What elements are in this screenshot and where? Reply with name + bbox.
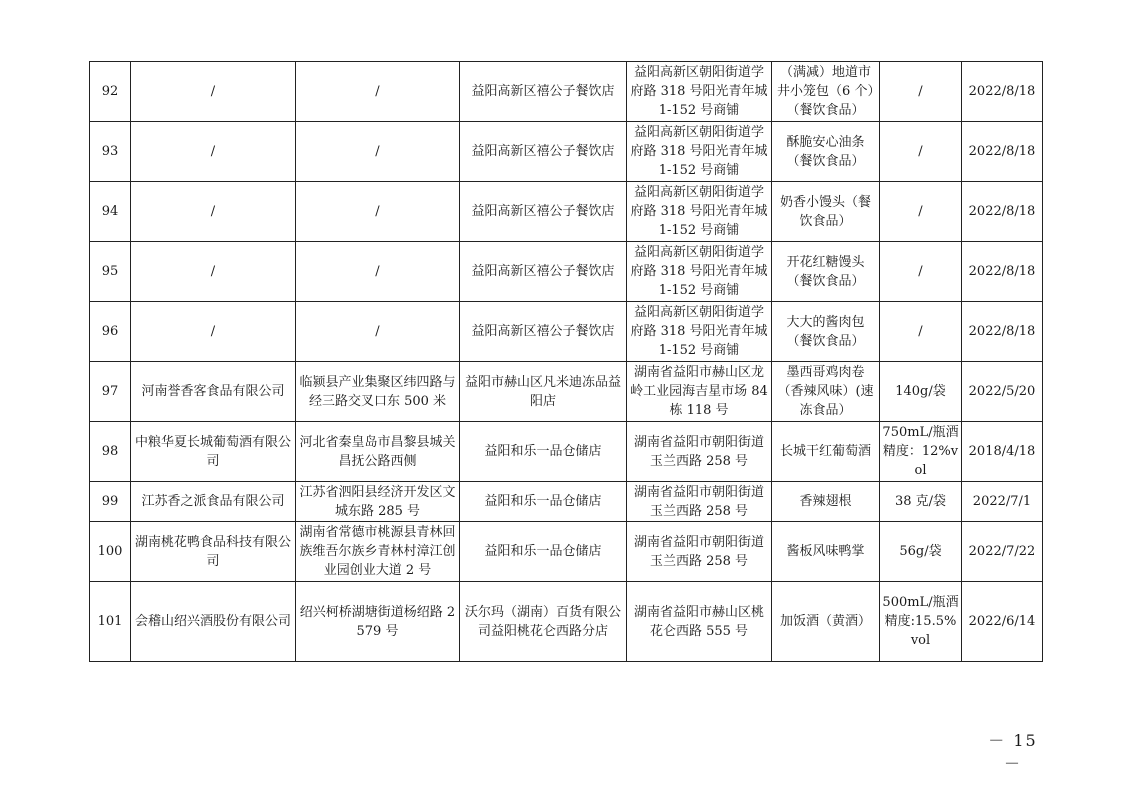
manufacturer-cell: 中粮华夏长城葡萄酒有限公司 xyxy=(131,422,296,482)
manufacturer-cell: 会稽山绍兴酒股份有限公司 xyxy=(131,582,296,662)
sampled-unit-cell: 益阳和乐一品仓储店 xyxy=(460,522,627,582)
product-name-cell: 香辣翅根 xyxy=(772,482,880,522)
specification-cell: / xyxy=(880,182,962,242)
product-name-cell: 酥脆安心油条（餐饮食品） xyxy=(772,122,880,182)
sampled-unit-cell: 益阳市赫山区凡米迪冻品益阳店 xyxy=(460,362,627,422)
manufacturer-cell: / xyxy=(131,242,296,302)
production-date-cell: 2022/8/18 xyxy=(962,62,1043,122)
specification-cell: 500mL/瓶酒精度:15.5%vol xyxy=(880,582,962,662)
table-row xyxy=(90,122,1043,182)
product-name-cell: 奶香小馒头（餐饮食品） xyxy=(772,182,880,242)
specification-cell: / xyxy=(880,242,962,302)
manufacturer-cell: / xyxy=(131,122,296,182)
sampled-address-cell: 益阳高新区朝阳街道学府路 318 号阳光青年城 1-152 号商铺 xyxy=(627,62,772,122)
production-date-cell: 2022/8/18 xyxy=(962,182,1043,242)
manufacturer-address-cell: / xyxy=(296,62,460,122)
sampled-address-cell: 湖南省益阳市赫山区桃花仑西路 555 号 xyxy=(627,582,772,662)
table-body xyxy=(90,62,1043,662)
production-date-cell: 2022/8/18 xyxy=(962,302,1043,362)
sampled-unit-cell: 益阳高新区禧公子餐饮店 xyxy=(460,302,627,362)
sampled-address-cell: 益阳高新区朝阳街道学府路 318 号阳光青年城 1-152 号商铺 xyxy=(627,302,772,362)
manufacturer-address-cell: 临颍县产业集聚区纬四路与经三路交叉口东 500 米 xyxy=(296,362,460,422)
production-date-cell: 2022/8/18 xyxy=(962,242,1043,302)
row-number-cell: 97 xyxy=(90,362,131,422)
specification-cell: / xyxy=(880,122,962,182)
row-number-cell: 95 xyxy=(90,242,131,302)
table-row xyxy=(90,482,1043,522)
product-name-cell: 加饭酒（黄酒） xyxy=(772,582,880,662)
sampled-unit-cell: 益阳和乐一品仓储店 xyxy=(460,422,627,482)
production-date-cell: 2022/5/20 xyxy=(962,362,1043,422)
production-date-cell: 2022/7/22 xyxy=(962,522,1043,582)
row-number-cell: 92 xyxy=(90,62,131,122)
sampled-unit-cell: 益阳高新区禧公子餐饮店 xyxy=(460,182,627,242)
production-date-cell: 2022/6/14 xyxy=(962,582,1043,662)
manufacturer-address-cell: 绍兴柯桥湖塘街道杨绍路 2579 号 xyxy=(296,582,460,662)
specification-cell: 56g/袋 xyxy=(880,522,962,582)
manufacturer-cell: / xyxy=(131,62,296,122)
product-name-cell: 大大的酱肉包（餐饮食品） xyxy=(772,302,880,362)
table-row xyxy=(90,582,1043,662)
sampled-unit-cell: 沃尔玛（湖南）百货有限公司益阳桃花仑西路分店 xyxy=(460,582,627,662)
manufacturer-cell: / xyxy=(131,302,296,362)
table-row xyxy=(90,62,1043,122)
manufacturer-address-cell: 湖南省常德市桃源县青林回族维吾尔族乡青林村漳江创业园创业大道 2 号 xyxy=(296,522,460,582)
row-number-cell: 98 xyxy=(90,422,131,482)
manufacturer-address-cell: / xyxy=(296,182,460,242)
manufacturer-cell: / xyxy=(131,182,296,242)
table-row xyxy=(90,522,1043,582)
row-number-cell: 94 xyxy=(90,182,131,242)
manufacturer-address-cell: 江苏省泗阳县经济开发区文城东路 285 号 xyxy=(296,482,460,522)
product-name-cell: 酱板风味鸭掌 xyxy=(772,522,880,582)
product-name-cell: 墨西哥鸡肉卷（香辣风味）(速冻食品） xyxy=(772,362,880,422)
sampled-address-cell: 益阳高新区朝阳街道学府路 318 号阳光青年城 1-152 号商铺 xyxy=(627,182,772,242)
product-name-cell: （满减）地道市井小笼包（6 个）（餐饮食品） xyxy=(772,62,880,122)
table-row xyxy=(90,422,1043,482)
specification-cell: 140g/袋 xyxy=(880,362,962,422)
sampled-unit-cell: 益阳高新区禧公子餐饮店 xyxy=(460,242,627,302)
manufacturer-cell: 湖南桃花鸭食品科技有限公司 xyxy=(131,522,296,582)
table-row xyxy=(90,362,1043,422)
manufacturer-address-cell: / xyxy=(296,242,460,302)
specification-cell: 38 克/袋 xyxy=(880,482,962,522)
specification-cell: / xyxy=(880,62,962,122)
sampling-records-table xyxy=(89,61,1043,662)
page-number: － 15 － xyxy=(988,731,1038,773)
row-number-cell: 99 xyxy=(90,482,131,522)
sampled-address-cell: 湖南省益阳市朝阳街道玉兰西路 258 号 xyxy=(627,422,772,482)
row-number-cell: 100 xyxy=(90,522,131,582)
product-name-cell: 开花红糖馒头（餐饮食品） xyxy=(772,242,880,302)
row-number-cell: 93 xyxy=(90,122,131,182)
manufacturer-cell: 河南誉香客食品有限公司 xyxy=(131,362,296,422)
table-row xyxy=(90,182,1043,242)
row-number-cell: 101 xyxy=(90,582,131,662)
sampled-address-cell: 益阳高新区朝阳街道学府路 318 号阳光青年城 1-152 号商铺 xyxy=(627,242,772,302)
sampled-address-cell: 湖南省益阳市赫山区龙岭工业园海吉星市场 84 栋 118 号 xyxy=(627,362,772,422)
manufacturer-address-cell: 河北省秦皇岛市昌黎县城关昌抚公路西侧 xyxy=(296,422,460,482)
manufacturer-cell: 江苏香之派食品有限公司 xyxy=(131,482,296,522)
table-row xyxy=(90,302,1043,362)
sampled-address-cell: 湖南省益阳市朝阳街道玉兰西路 258 号 xyxy=(627,522,772,582)
sampled-address-cell: 湖南省益阳市朝阳街道玉兰西路 258 号 xyxy=(627,482,772,522)
sampled-unit-cell: 益阳和乐一品仓储店 xyxy=(460,482,627,522)
production-date-cell: 2022/8/18 xyxy=(962,122,1043,182)
specification-cell: 750mL/瓶酒精度：12%vol xyxy=(880,422,962,482)
table-row xyxy=(90,242,1043,302)
manufacturer-address-cell: / xyxy=(296,122,460,182)
manufacturer-address-cell: / xyxy=(296,302,460,362)
specification-cell: / xyxy=(880,302,962,362)
row-number-cell: 96 xyxy=(90,302,131,362)
sampled-unit-cell: 益阳高新区禧公子餐饮店 xyxy=(460,62,627,122)
sampled-address-cell: 益阳高新区朝阳街道学府路 318 号阳光青年城 1-152 号商铺 xyxy=(627,122,772,182)
product-name-cell: 长城干红葡萄酒 xyxy=(772,422,880,482)
production-date-cell: 2022/7/1 xyxy=(962,482,1043,522)
production-date-cell: 2018/4/18 xyxy=(962,422,1043,482)
sampled-unit-cell: 益阳高新区禧公子餐饮店 xyxy=(460,122,627,182)
